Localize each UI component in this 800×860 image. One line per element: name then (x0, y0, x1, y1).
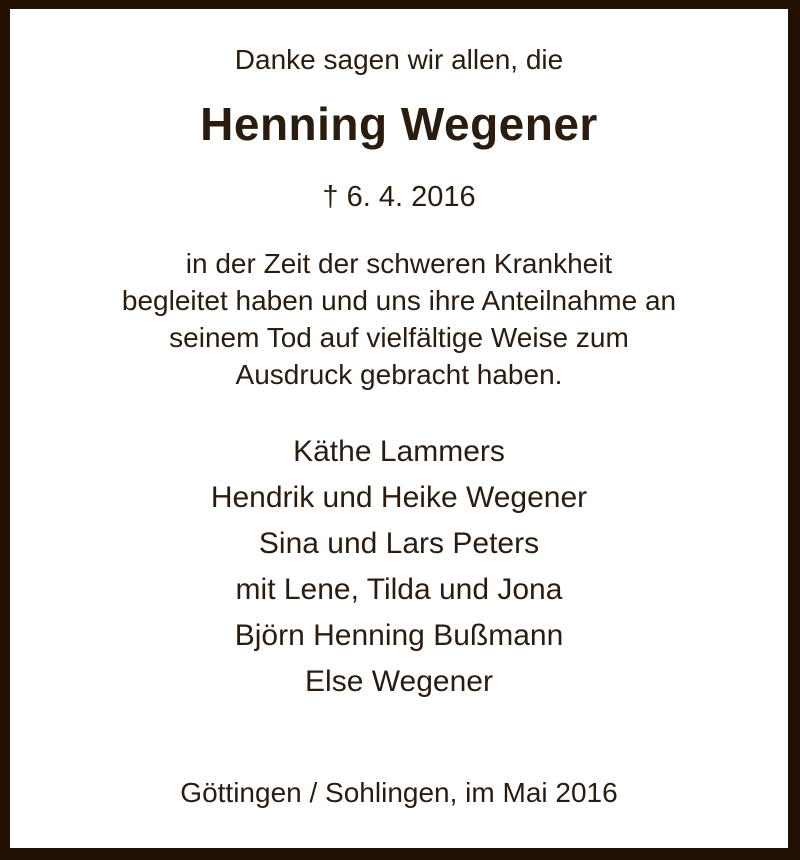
place-date-line: Göttingen / Sohlingen, im Mai 2016 (180, 777, 618, 808)
deceased-name: Henning Wegener (200, 98, 598, 150)
death-date: † 6. 4. 2016 (322, 181, 476, 213)
condolence-text-line: begleitet haben und uns ihre Anteilnahme an (121, 285, 677, 316)
mourners-list (10, 429, 788, 705)
mourner-name: Else Wegener (305, 665, 493, 698)
condolence-text-line: Ausdruck gebracht haben. (235, 359, 563, 390)
mourner-name: mit Lene, Tilda und Jona (235, 573, 563, 606)
condolence-text (10, 245, 788, 393)
mourner-name: Käthe Lammers (293, 435, 505, 468)
mourner-name: Hendrik und Heike Wegener (210, 481, 588, 514)
condolence-text-line: in der Zeit der schweren Krankheit (185, 248, 613, 279)
mourner-name: Sina und Lars Peters (258, 527, 540, 560)
intro-line: Danke sagen wir allen, die (234, 44, 564, 75)
mourner-name: Björn Henning Bußmann (234, 619, 564, 652)
condolence-text-line: seinem Tod auf vielfältige Weise zum (169, 322, 629, 353)
